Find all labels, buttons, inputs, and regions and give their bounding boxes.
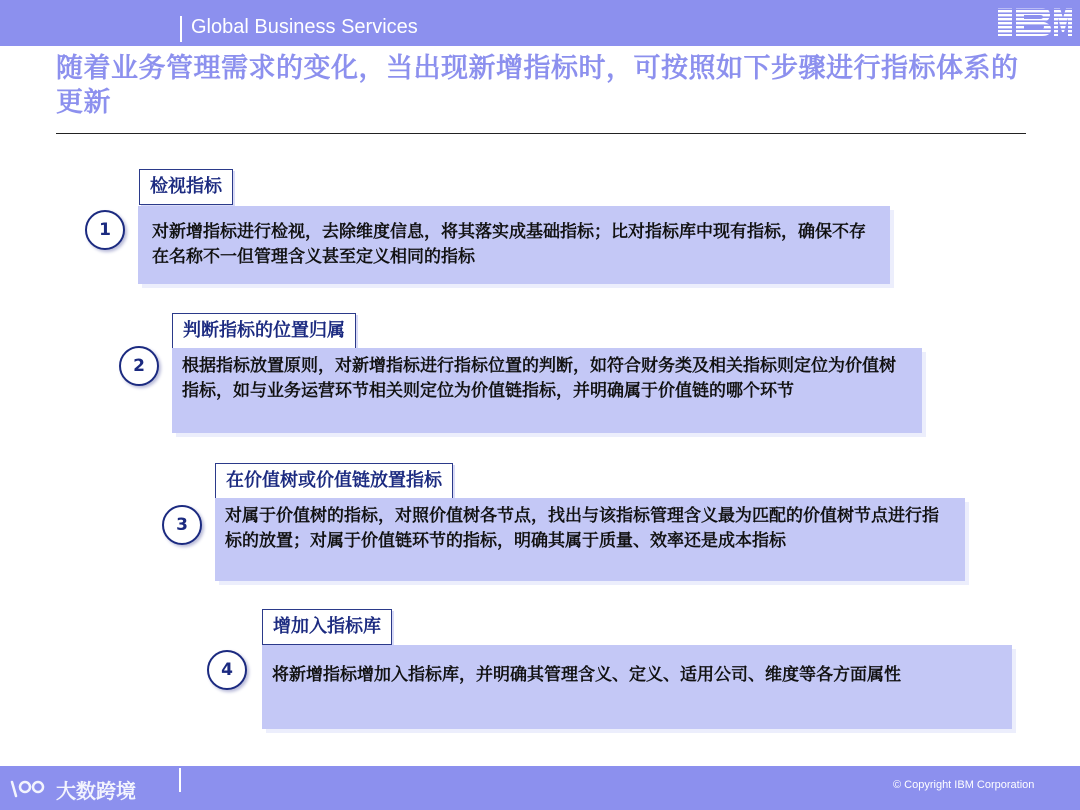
header-bar	[0, 0, 1080, 46]
step-1-label: 检视指标	[139, 169, 233, 205]
step-2-number: 2	[119, 346, 159, 386]
copyright-text: © Copyright IBM Corporation	[893, 779, 1035, 791]
footer-divider	[179, 768, 181, 792]
step-4-label: 增加入指标库	[262, 609, 392, 645]
step-1-description	[138, 206, 890, 284]
title-divider	[56, 133, 1026, 134]
watermark	[8, 774, 136, 804]
step-4-description: 将新增指标增加入指标库，并明确其管理含义、定义、适用公司、维度等各方面属性	[262, 645, 1012, 729]
step-3-label: 在价值树或价值链放置指标	[215, 463, 453, 499]
step-2-description: 根据指标放置原则，对新增指标进行指标位置的判断，如符合财务类及相关指标则定位为价值树指标，如与业务运营环节相关则定位为价值链指标，并明确属于价值链的哪个环节	[172, 348, 922, 433]
step-2-label: 判断指标的位置归属	[172, 313, 356, 349]
step-4-number: 4	[207, 650, 247, 690]
page-title: 随着业务管理需求的变化，当出现新增指标时，可按照如下步骤进行指标体系的更新	[56, 53, 1019, 118]
step-3-number: 3	[162, 505, 202, 545]
watermark-logo-icon	[8, 776, 50, 802]
header-divider	[180, 16, 182, 42]
step-1-description-text: 对新增指标进行检视，去除维度信息，将其落实成基础指标；比对指标库中现有指标，确保不存在名称不一但管理含义甚至定义相同的指标	[152, 222, 866, 267]
ibm-logo	[998, 6, 1072, 38]
step-3-description: 对属于价值树的指标，对照价值树各节点，找出与该指标管理含义最为匹配的价值树节点进行指标的放置；对属于价值链环节的指标，明确其属于质量、效率还是成本指标	[215, 498, 965, 581]
step-1-number: 1	[85, 210, 125, 250]
footer-bar	[0, 766, 1080, 810]
section-name: Global Business Services	[191, 16, 418, 38]
watermark-text: 大数跨境	[56, 778, 136, 803]
